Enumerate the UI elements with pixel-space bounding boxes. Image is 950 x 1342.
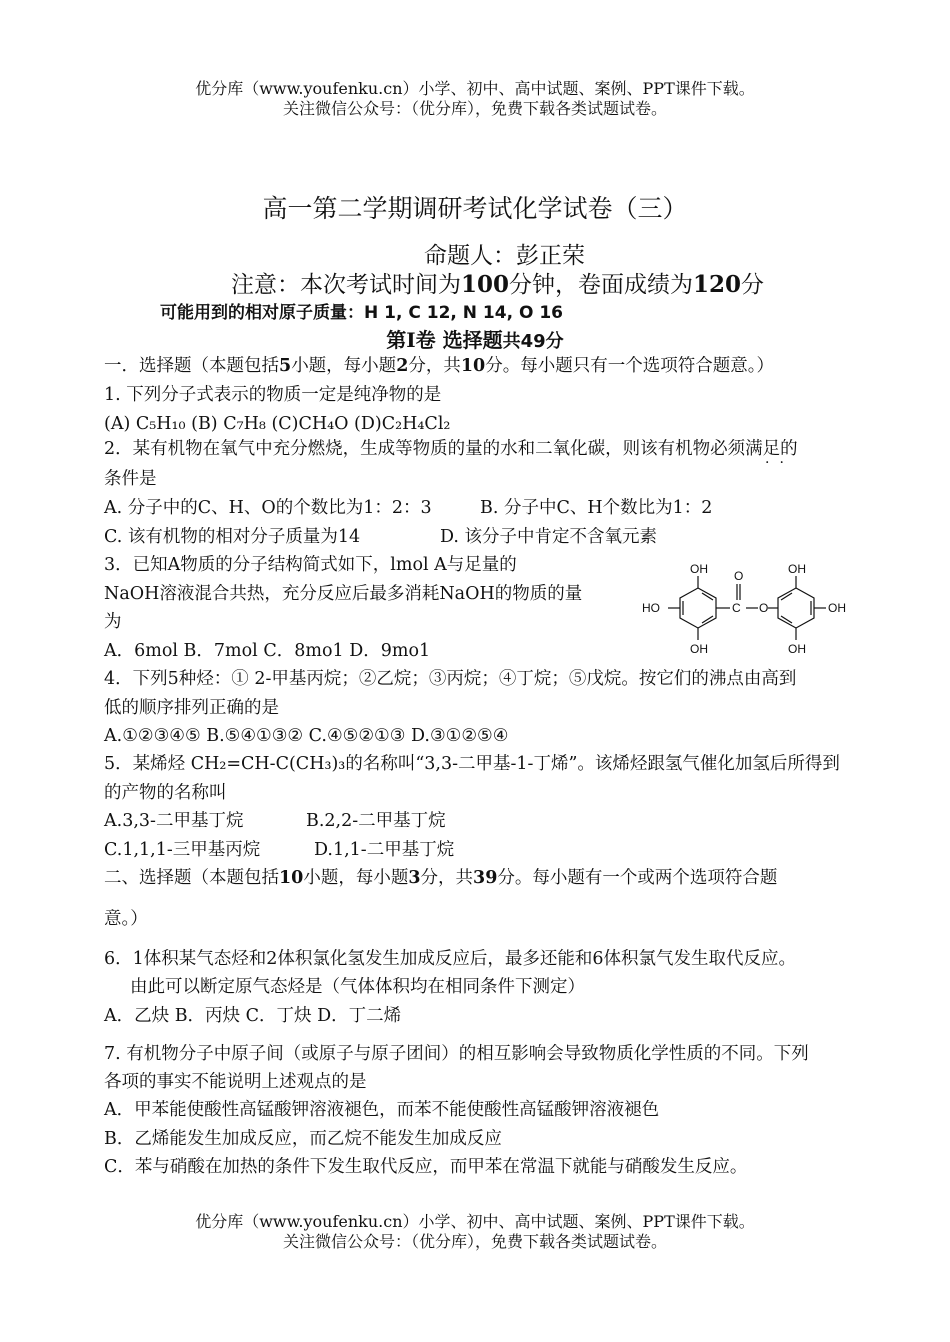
q5-stem-2: 的产物的名称叫 xyxy=(104,783,227,803)
notice-time: 100 xyxy=(461,271,510,298)
q7-stem-1: 7. 有机物分子中原子间（或原子与原子团间）的相互影响会导致物质化学性质的不同。下列 xyxy=(104,1044,809,1064)
section-title xyxy=(0,324,950,353)
part1-total: 10 xyxy=(460,356,486,376)
part1-heading-b: 小题，每小题 xyxy=(291,356,397,376)
molecule-structure-diagram xyxy=(636,560,876,660)
q7-option-c: C．苯与硝酸在加热的条件下发生取代反应，而甲苯在常温下就能与硝酸发生反应。 xyxy=(104,1157,748,1177)
exam-title: 高一第二学期调研考试化学试卷（三） xyxy=(262,194,688,223)
q2-option-a: A. 分子中的C、H、O的个数比为1：2：3 xyxy=(104,498,432,518)
header-line-1: 优分库（www.youfenku.cn）小学、初中、高中试题、案例、PPT课件下载。 xyxy=(195,79,755,98)
q1-stem: 1. 下列分子式表示的物质一定是纯净物的是 xyxy=(104,385,442,405)
q4-stem-2: 低的顺序排列正确的是 xyxy=(104,698,279,718)
q5-option-c: C.1,1,1-三甲基丙烷 xyxy=(104,840,261,860)
q7-stem-2: 各项的事实不能说明上述观点的是 xyxy=(104,1072,367,1092)
q7-option-a: A．甲苯能使酸性高锰酸钾溶液褪色，而苯不能使酸性高锰酸钾溶液褪色 xyxy=(104,1100,660,1120)
exam-author: 命题人：彭正荣 xyxy=(424,243,585,269)
header-line-2: 关注微信公众号：（优分库），免费下载各类试题试卷。 xyxy=(282,99,667,118)
notice-pre: 注意：本次考试时间为 xyxy=(231,272,461,298)
q6-stem-2: 由此可以断定原气态烃是（气体体积均在相同条件下测定） xyxy=(130,977,585,997)
oh-label-top-left: OH xyxy=(690,562,708,576)
footer-line-2: 关注微信公众号：（优分库），免费下载各类试题试卷。 xyxy=(282,1232,667,1251)
q4-options: A.①②③④⑤ B.⑤④①③② C.④⑤②①③ D.③①②⑤④ xyxy=(104,726,509,746)
part1-each: 2 xyxy=(396,356,409,376)
notice-mid: 分钟，卷面成绩为 xyxy=(509,272,694,298)
carbonyl-o-label: O xyxy=(734,569,744,583)
q2-option-d: D. 该分子中肯定不含氧元素 xyxy=(440,527,658,547)
q3-options: A．6mol B．7mol C．8mo1 D．9mo1 xyxy=(104,641,431,661)
q6-options: A．乙炔 B．丙炔 C．丁炔 D．丁二烯 xyxy=(104,1006,402,1026)
oh-label-bottom-left: OH xyxy=(690,642,708,656)
notice-post: 分 xyxy=(741,272,765,298)
q5-stem-1: 5．某烯烃 CH₂=CH-C(CH₃)₃的名称叫“3,3-二甲基-1-丁烯”。该烯烃跟氢气催化加氢后所得到 xyxy=(104,754,840,774)
section-score: 共49分 xyxy=(502,331,564,352)
part1-heading-d: 分。每小题只有一个选项符合题意。） xyxy=(485,356,774,376)
q3-stem-3: 为 xyxy=(104,612,122,632)
part2-heading-b: 小题，每小题 xyxy=(303,868,409,888)
oh-label-right: OH xyxy=(828,601,846,615)
oh-label-bottom-right: OH xyxy=(788,642,806,656)
section-title-text: 第Ⅰ卷 选择题 xyxy=(386,328,503,352)
ho-label-left: HO xyxy=(642,601,660,615)
q6-stem-1: 6．1体积某气态烃和2体积氯化氢发生加成反应后，最多还能和6体积氯气发生取代反应。 xyxy=(104,949,797,969)
right-benzene-ring xyxy=(778,588,814,628)
part2-heading xyxy=(104,867,777,889)
atomic-masses: 可能用到的相对原子质量：H 1, C 12, N 14, O 16 xyxy=(160,303,563,323)
part2-heading-a: 二、选择题（本题包括 xyxy=(104,868,279,888)
carbonyl-c-label: C xyxy=(732,601,741,615)
q5-option-d: D.1,1-二甲基丁烷 xyxy=(314,840,455,860)
part1-heading xyxy=(104,355,774,377)
exam-notice xyxy=(231,266,764,299)
part2-count: 10 xyxy=(279,868,304,888)
part2-heading-c: 分，共 xyxy=(420,868,474,888)
q7-option-b: B．乙烯能发生加成反应，而乙烷不能发生加成反应 xyxy=(104,1129,502,1149)
part2-each: 3 xyxy=(408,868,421,888)
footer-line-1: 优分库（www.youfenku.cn）小学、初中、高中试题、案例、PPT课件下载。 xyxy=(195,1212,755,1231)
q4-stem-1: 4．下列5种烃：① 2-甲基丙烷；②乙烷；③丙烷；④丁烷；⑤戊烷。按它们的沸点由高到 xyxy=(104,669,797,689)
q2-stem-1: 2．某有机物在氧气中充分燃烧，生成等物质的量的水和二氧化碳，则该有机物必须满足的 xyxy=(104,439,798,459)
part2-heading-d: 分。每小题有一个或两个选项符合题 xyxy=(497,868,778,888)
oh-label-top-right: OH xyxy=(788,562,806,576)
emphasis-dots: ·· xyxy=(765,455,794,471)
q3-stem-1: 3．已知A物质的分子结构简式如下，lmol A与足量的 xyxy=(104,555,517,575)
left-benzene-ring xyxy=(680,588,716,628)
part1-heading-c: 分，共 xyxy=(408,356,461,376)
part1-count: 5 xyxy=(279,356,292,376)
q3-stem-2: NaOH溶液混合共热，充分反应后最多消耗NaOH的物质的量 xyxy=(104,584,583,604)
q1-options: (A) C₅H₁₀ (B) C₇H₈ (C)CH₄O (D)C₂H₄Cl₂ xyxy=(104,414,451,434)
q2-option-c: C. 该有机物的相对分子质量为14 xyxy=(104,527,361,547)
q5-option-b: B.2,2-二甲基丁烷 xyxy=(306,811,446,831)
ester-o-label: O xyxy=(759,601,769,615)
notice-score: 120 xyxy=(693,271,742,298)
part1-heading-a: 一．选择题（本题包括 xyxy=(104,356,279,376)
part2-total: 39 xyxy=(473,868,498,888)
q5-option-a: A.3,3-二甲基丁烷 xyxy=(104,811,244,831)
q2-option-b: B. 分子中C、H个数比为1：2 xyxy=(480,498,713,518)
q2-stem-2: 条件是 xyxy=(104,469,157,489)
part2-heading-end: 意。） xyxy=(104,909,148,929)
